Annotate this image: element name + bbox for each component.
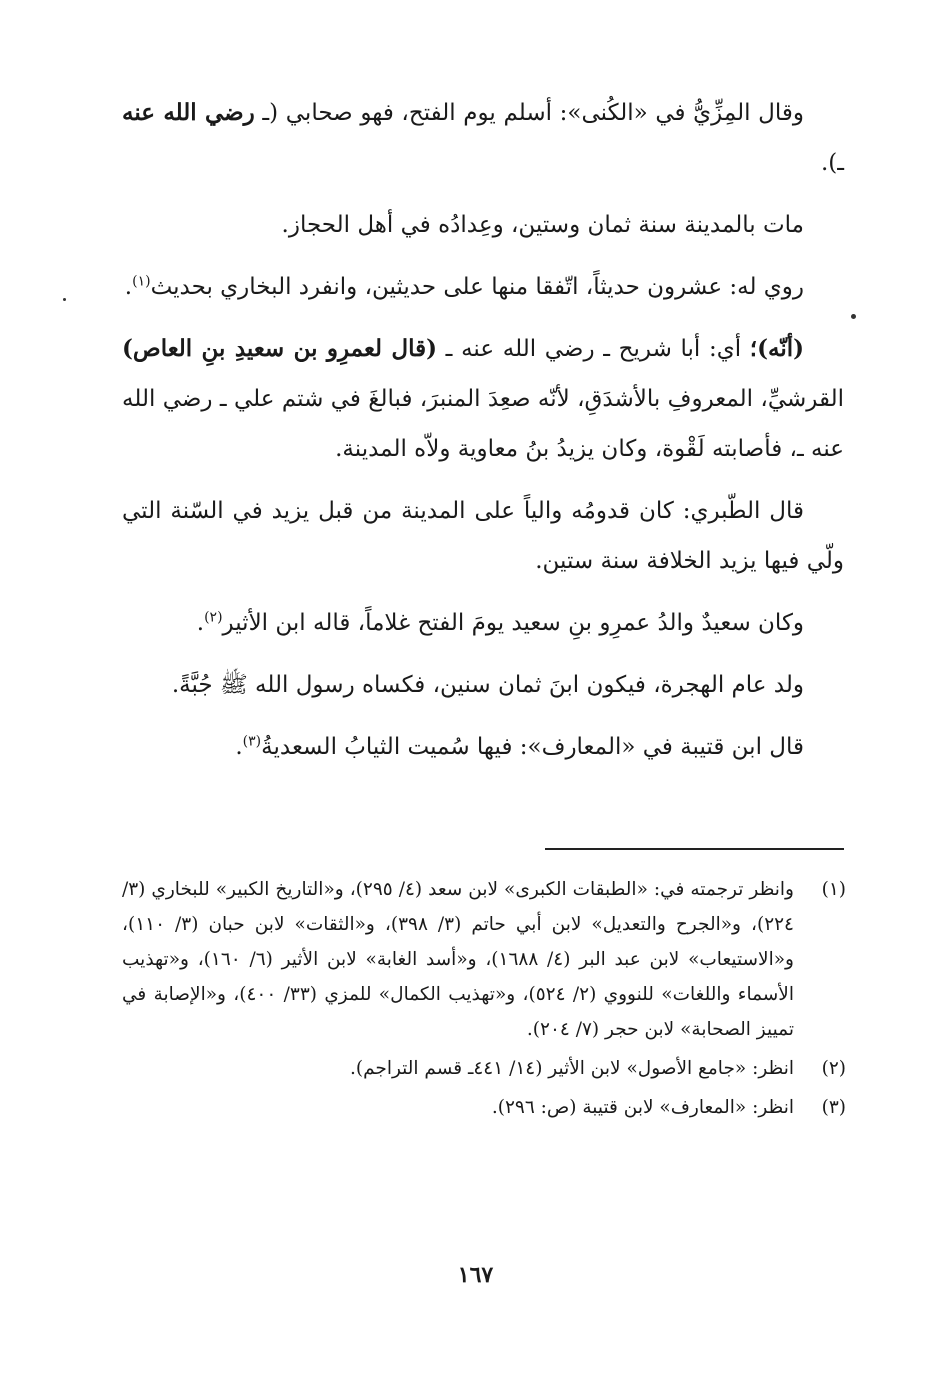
footnote-3 [122, 1090, 846, 1125]
paragraph-6-text: وكان سعيدٌ والدُ عمرِو بنِ سعيد يومَ الفتح غلاماً، قاله ابن الأثير [222, 610, 804, 636]
paragraph-8-end: . [235, 734, 243, 760]
footnote-text: انظر: «جامع الأصول» لابن الأثير (١٤/ ٤٤١ـ قسم التراجم). [349, 1058, 794, 1079]
paragraph-8-text: قال ابن قتيبة في «المعارف»: فيها سُميت الثيابُ السعديةُ [261, 734, 804, 760]
paragraph-4-lemma-2: (قال لعمرِو بن سعيدِ بنِ العاص) [122, 335, 438, 362]
paragraph-7 [122, 660, 844, 710]
paragraph-4-text-1: أي: أبا شريح ـ رضي الله عنه ـ [437, 336, 750, 362]
paragraph-1-text: وقال المِزِّيُّ في «الكُنى»: أسلم يوم الفتح، فهو صحابي (ـ [262, 100, 804, 126]
paragraph-5 [122, 486, 844, 586]
paragraph-8 [122, 722, 844, 772]
footnote-text: وانظر ترجمته في: «الطبقات الكبرى» لابن سعد (٤/ ٢٩٥)، و«التاريخ الكبير» للبخاري (٣/ ٢٢٤)، و«الجرح والتعديل» لابن أبي حاتم (٣/ ٣٩٨)، و«الثقات» لابن حبان (٣/ ١١٠)، و«الاستيعاب» لابن عبد البر (٤/ ١٦٨٨)، و«أسد الغابة» لابن الأثير (٦/ ١٦٠)، و«تهذيب الأسماء واللغات» للنووي (٢/ ٥٢٤)، و«تهذيب الكمال» للمزي (٣٣/ ٤٠٠)، و«الإصابة في تمييز الصحابة» لابن حجر (٧/ ٢٠٤). [122, 879, 794, 1040]
ink-speck [63, 298, 66, 301]
paragraph-5-text: قال الطّبري: كان قدومُه والياً على المدينة من قبل يزيد في السّنة التي ولّي فيها يزيد الخلافة سنة ستين. [122, 498, 844, 574]
paragraph-6 [122, 598, 844, 648]
paragraph-4-lemma-1: (أنّه)؛ [749, 335, 804, 362]
footnotes [122, 872, 846, 1129]
paragraph-4-text-2: القرشيِّ، المعروفِ بالأشدَقِ، لأنّه صعِدَ المنبرَ، فبالغَ في شتم علي ـ رضي الله عنه ـ، فأصابته لَقْوة، وكان يزيدُ بنُ معاوية ولاّه المدينة. [122, 386, 844, 462]
paragraph-6-end: . [196, 610, 205, 636]
footnote-1 [122, 872, 846, 1047]
paragraph-2 [122, 200, 844, 250]
page-number: ١٦٧ [457, 1262, 494, 1288]
footnote-divider [545, 848, 844, 850]
paragraph-7-text: ولد عام الهجرة، فيكون ابنَ ثمان سنين، فكساه رسول الله ﷺ جُبَّةً. [171, 672, 804, 698]
paragraph-3-end: . [124, 274, 133, 300]
footnote-2 [122, 1051, 846, 1086]
paragraph-4 [122, 324, 844, 474]
footnote-ref-3[interactable]: (٣) [242, 733, 262, 750]
paragraph-2-text: مات بالمدينة سنة ثمان وستين، وعِدادُه في أهل الحجاز. [281, 212, 804, 238]
paragraph-1-end: ـ). [820, 150, 844, 176]
paragraph-1-honorific: رضي الله عنه [122, 99, 255, 126]
paragraph-3 [122, 262, 844, 312]
paragraph-1 [122, 88, 844, 188]
main-text [122, 88, 844, 784]
footnote-number: (١) [821, 879, 846, 900]
footnote-number: (٢) [821, 1058, 846, 1079]
footnote-number: (٣) [821, 1097, 846, 1118]
footnote-ref-1[interactable]: (١) [132, 273, 151, 290]
footnote-ref-2[interactable]: (٢) [204, 609, 223, 626]
paragraph-3-text: روي له: عشرون حديثاً، اتّفقا منها على حديثين، وانفرد البخاري بحديث [150, 274, 804, 300]
ink-speck [851, 314, 856, 319]
footnote-text: انظر: «المعارف» لابن قتيبة (ص: ٢٩٦). [491, 1097, 794, 1118]
